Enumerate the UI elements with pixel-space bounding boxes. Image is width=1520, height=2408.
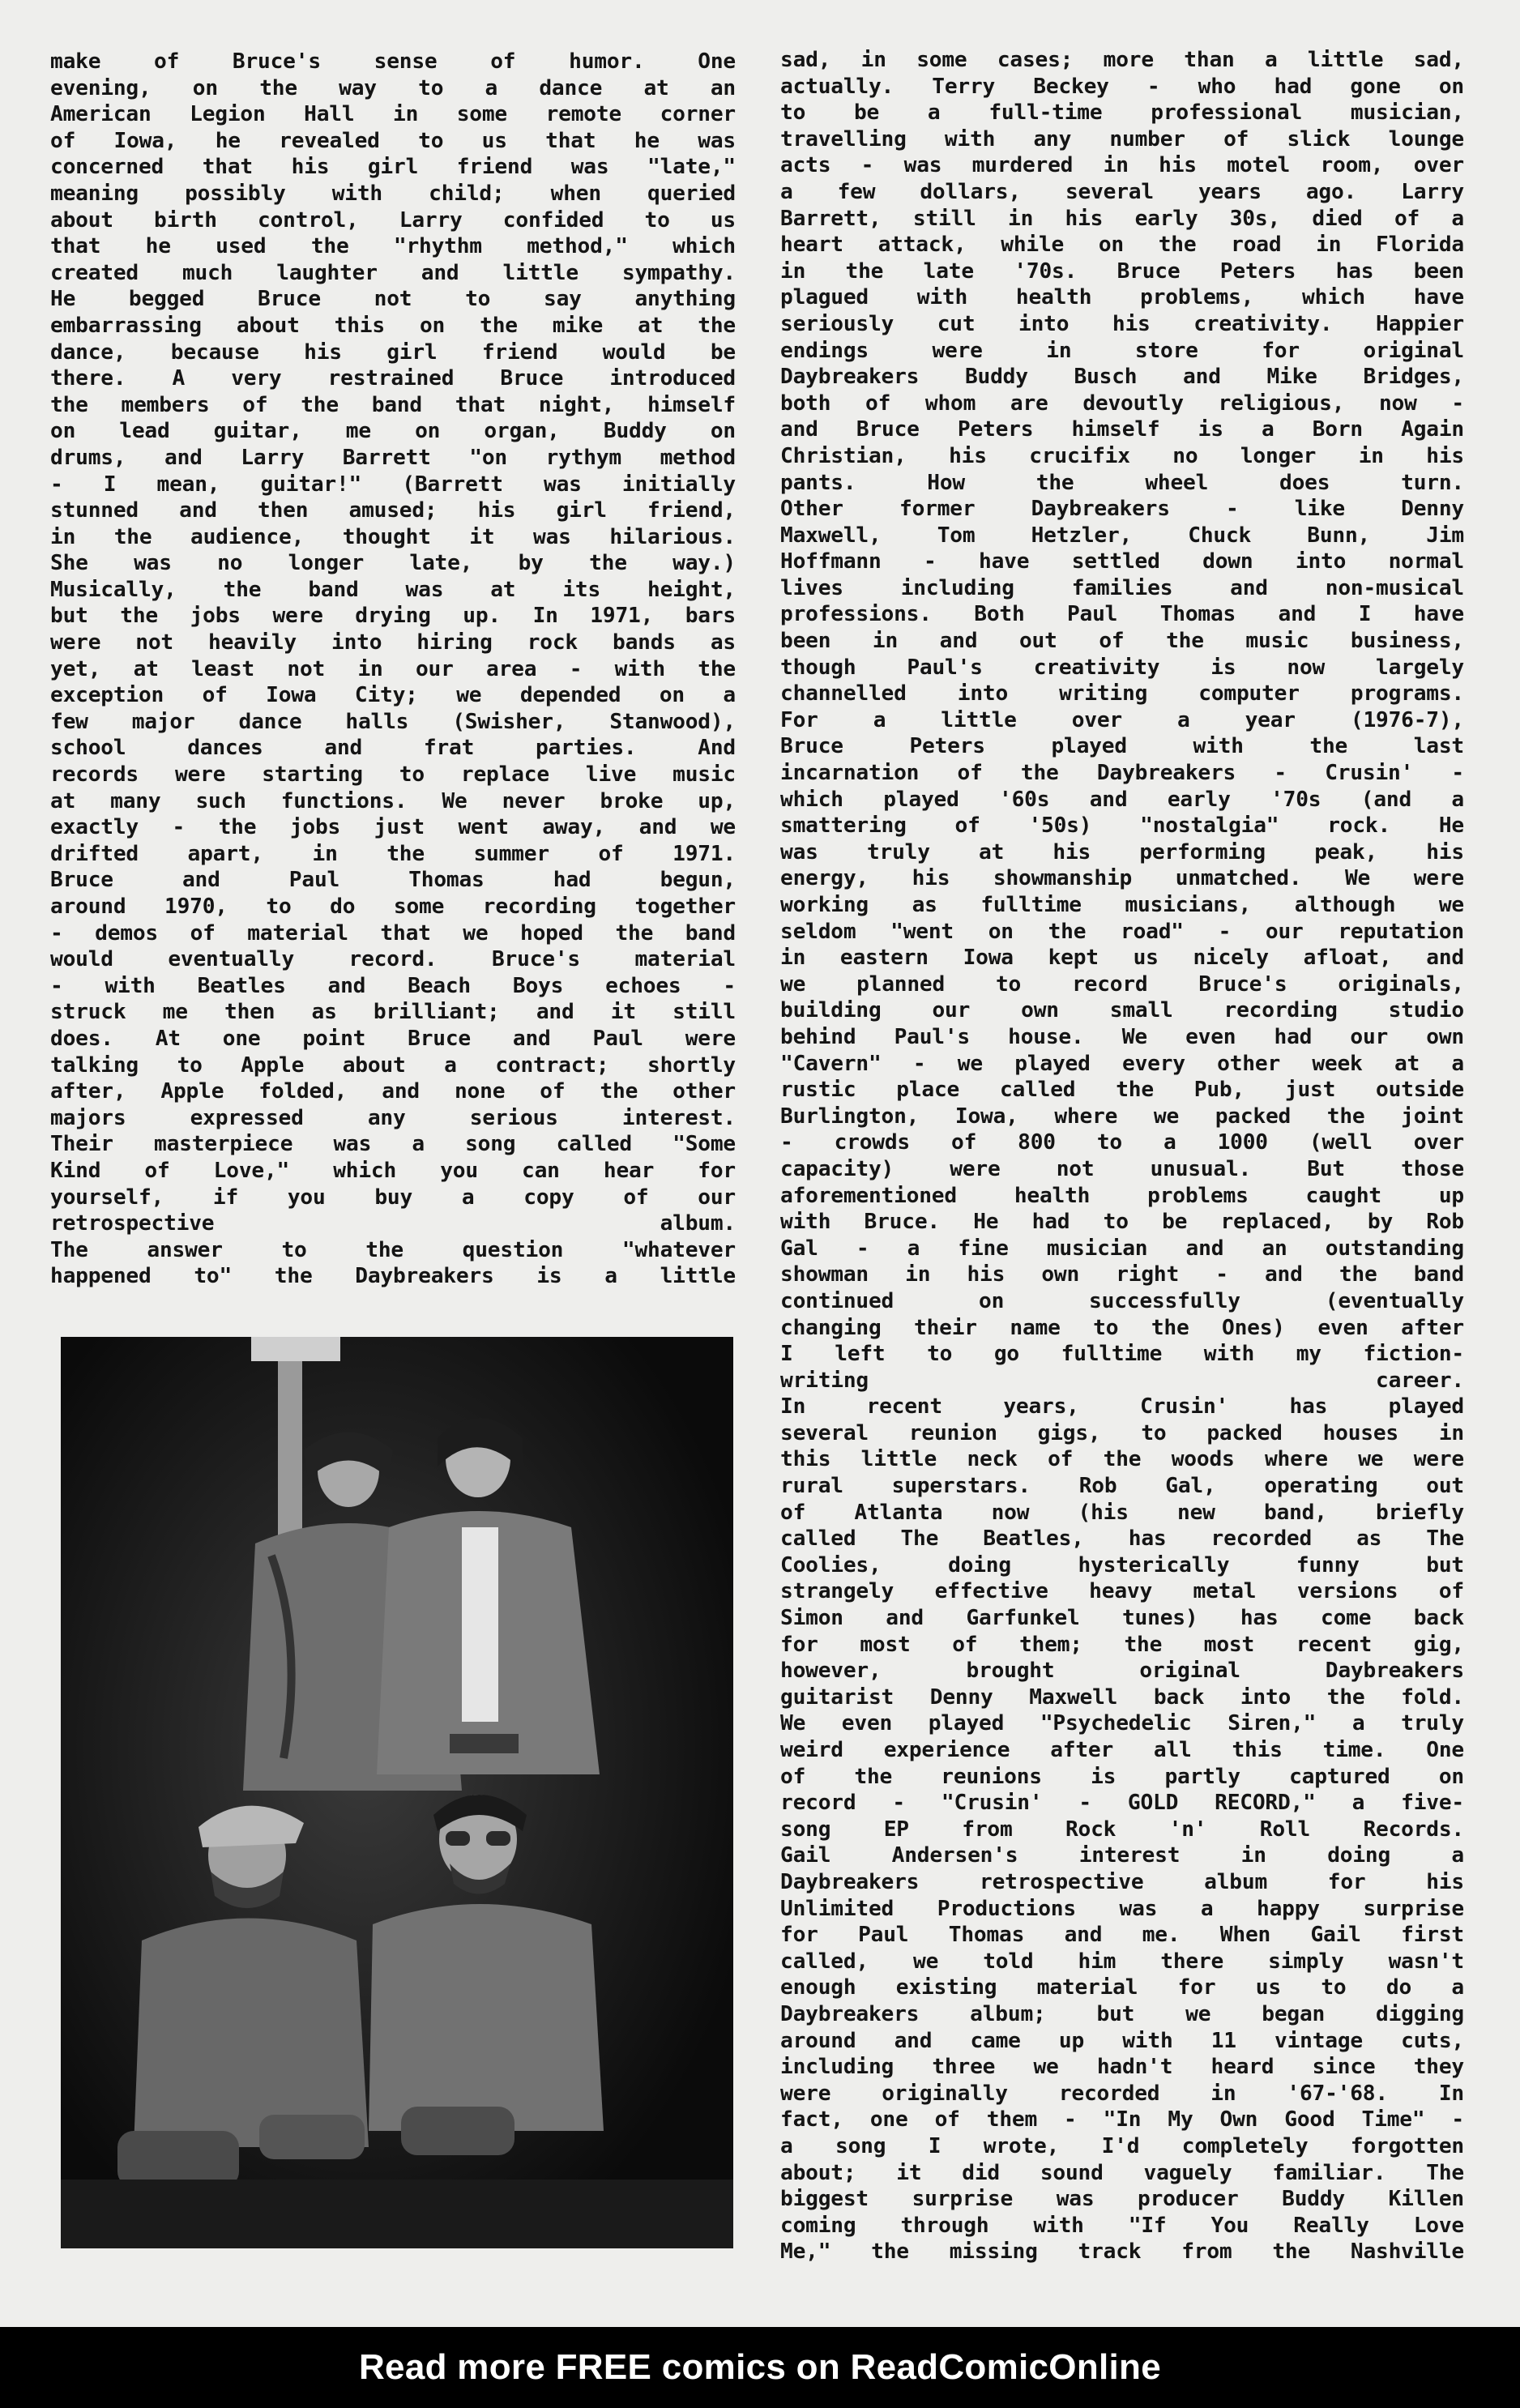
- text-line: fact, one of them - "In My Own Good Time" -: [780, 2107, 1464, 2133]
- text-line: pants. How the wheel does turn.: [780, 470, 1464, 495]
- text-line: of Iowa, he revealed to us that he was: [50, 128, 736, 153]
- text-line: incarnation of the Daybreakers - Crusin' -: [780, 761, 1464, 786]
- text-line: after, Apple folded, and none of the other: [50, 1079, 736, 1104]
- text-line: of Atlanta now (his new band, briefly: [780, 1500, 1464, 1525]
- text-line: plagued with health problems, which have: [780, 285, 1464, 310]
- text-line: Burlington, Iowa, where we packed the joint: [780, 1104, 1464, 1129]
- text-line: evening, on the way to a dance at an: [50, 75, 736, 100]
- text-line: created much laughter and little sympathy.: [50, 260, 736, 285]
- text-line: working as fulltime musicians, although we: [780, 893, 1464, 917]
- text-line: Bruce and Paul Thomas had begun,: [50, 868, 736, 893]
- left-column-text: [50, 49, 736, 1290]
- text-line: talking to Apple about a contract; shortly: [50, 1052, 736, 1078]
- text-line: drifted apart, in the summer of 1971.: [50, 841, 736, 866]
- text-line: stunned and then amused; his girl friend,: [50, 498, 736, 523]
- text-line: continued on successfully (eventually: [780, 1288, 1464, 1313]
- text-line: for most of them; the most recent gig,: [780, 1632, 1464, 1657]
- text-line: seriously cut into his creativity. Happier: [780, 311, 1464, 336]
- text-line: though Paul's creativity is now largely: [780, 655, 1464, 680]
- text-line: behind Paul's house. We even had our own: [780, 1024, 1464, 1049]
- text-line: aforementioned health problems caught up: [780, 1183, 1464, 1208]
- text-line: struck me then as brilliant; and it still: [50, 1000, 736, 1025]
- right-text-column: [780, 47, 1464, 2265]
- text-line: changing their name to the Ones) even after: [780, 1315, 1464, 1340]
- text-line: that he used the "rhythm method," which: [50, 234, 736, 259]
- text-line: building our own small recording studio: [780, 998, 1464, 1023]
- text-line: in the late '70s. Bruce Peters has been: [780, 258, 1464, 284]
- text-line: was truly at his performing peak, his: [780, 839, 1464, 865]
- text-line: Christian, his crucifix no longer in his: [780, 443, 1464, 468]
- text-line: seldom "went on the road" - our reputation: [780, 919, 1464, 944]
- left-text-column: [50, 49, 736, 1290]
- text-line: about birth control, Larry confided to us: [50, 207, 736, 233]
- text-line: several reunion gigs, to packed houses in: [780, 1420, 1464, 1445]
- text-line: does. At one point Bruce and Paul were: [50, 1026, 736, 1051]
- text-line: this little neck of the woods where we were: [780, 1447, 1464, 1472]
- text-line: Daybreakers album; but we began digging: [780, 2001, 1464, 2026]
- text-line: weird experience after all this time. One: [780, 1738, 1464, 1762]
- text-line: both of whom are devoutly religious, now -: [780, 391, 1464, 416]
- text-line: with Bruce. He had to be replaced, by Rob: [780, 1210, 1464, 1235]
- text-line: Barrett, still in his early 30s, died of a: [780, 206, 1464, 231]
- text-line: were originally recorded in '67-'68. In: [780, 2081, 1464, 2106]
- text-line: strangely effective heavy metal versions of: [780, 1579, 1464, 1604]
- text-line: majors expressed any serious interest.: [50, 1105, 736, 1130]
- text-line: guitarist Denny Maxwell back into the fold.: [780, 1684, 1464, 1710]
- text-line: Gal - a fine musician and an outstanding: [780, 1236, 1464, 1261]
- text-line: showman in his own right - and the band: [780, 1262, 1464, 1287]
- text-line: concerned that his girl friend was "late,": [50, 155, 736, 180]
- text-line: lives including families and non-musical: [780, 575, 1464, 600]
- text-line: meaning possibly with child; when queried: [50, 181, 736, 206]
- text-line: at many such functions. We never broke up,: [50, 788, 736, 813]
- text-line: happened to" the Daybreakers is a little: [50, 1264, 736, 1289]
- text-line: capacity) were not unusual. But those: [780, 1156, 1464, 1181]
- text-line: around 1970, to do some recording together: [50, 894, 736, 919]
- text-line: on lead guitar, me on organ, Buddy on: [50, 419, 736, 444]
- text-line: Their masterpiece was a song called "Some: [50, 1132, 736, 1157]
- text-line: which played '60s and early '70s (and a: [780, 787, 1464, 812]
- text-line: sad, in some cases; more than a little sad,: [780, 48, 1464, 72]
- text-line: but the jobs were drying up. In 1971, bars: [50, 604, 736, 629]
- text-line: Unlimited Productions was a happy surprise: [780, 1896, 1464, 1921]
- text-line: exactly - the jobs just went away, and we: [50, 815, 736, 840]
- text-line: record - "Crusin' - GOLD RECORD," a five-: [780, 1791, 1464, 1816]
- text-line: smattering of '50s) "nostalgia" rock. He: [780, 813, 1464, 839]
- text-line: called The Beatles, has recorded as The: [780, 1526, 1464, 1552]
- text-line: She was no longer late, by the way.): [50, 551, 736, 576]
- text-line: endings were in store for original: [780, 338, 1464, 363]
- text-line: however, brought original Daybreakers: [780, 1659, 1464, 1684]
- text-line: American Legion Hall in some remote corner: [50, 102, 736, 127]
- text-line: For a little over a year (1976-7),: [780, 707, 1464, 732]
- text-line: The answer to the question "whatever: [50, 1237, 736, 1262]
- text-line: Daybreakers retrospective album for his: [780, 1869, 1464, 1894]
- text-line: a song I wrote, I'd completely forgotten: [780, 2133, 1464, 2158]
- text-line: Bruce Peters played with the last: [780, 734, 1464, 759]
- text-line: were not heavily into hiring rock bands as: [50, 630, 736, 655]
- text-line: for Paul Thomas and me. When Gail first: [780, 1923, 1464, 1948]
- text-line: writing career.: [780, 1368, 1464, 1393]
- text-line: there. A very restrained Bruce introduced: [50, 366, 736, 391]
- text-line: He begged Bruce not to say anything: [50, 287, 736, 312]
- text-line: rustic place called the Pub, just outside: [780, 1078, 1464, 1103]
- text-line: coming through with "If You Really Love: [780, 2213, 1464, 2238]
- text-line: Hoffmann - have settled down into normal: [780, 549, 1464, 574]
- text-line: about; it did sound vaguely familiar. The: [780, 2160, 1464, 2185]
- text-line: in the audience, thought it was hilarious.: [50, 524, 736, 549]
- text-line: - with Beatles and Beach Boys echoes -: [50, 973, 736, 998]
- text-line: Simon and Garfunkel tunes) has come back: [780, 1606, 1464, 1631]
- text-line: Kind of Love," which you can hear for: [50, 1158, 736, 1183]
- text-line: retrospective album.: [50, 1211, 736, 1236]
- text-line: Other former Daybreakers - like Denny: [780, 497, 1464, 522]
- right-column-text: [780, 47, 1464, 2265]
- text-line: called, we told him there simply wasn't: [780, 1949, 1464, 1974]
- text-line: school dances and frat parties. And: [50, 736, 736, 761]
- text-line: few major dance halls (Swisher, Stanwood),: [50, 709, 736, 734]
- text-line: make of Bruce's sense of humor. One: [50, 49, 736, 74]
- text-line: yourself, if you buy a copy of our: [50, 1185, 736, 1210]
- text-line: would eventually record. Bruce's material: [50, 947, 736, 972]
- text-line: rural superstars. Rob Gal, operating out: [780, 1474, 1464, 1499]
- text-line: song EP from Rock 'n' Roll Records.: [780, 1817, 1464, 1842]
- text-line: travelling with any number of slick lounge: [780, 126, 1464, 152]
- text-line: Coolies, doing hysterically funny but: [780, 1552, 1464, 1578]
- band-photo-image: [61, 1337, 733, 2248]
- text-line: drums, and Larry Barrett "on rythym method: [50, 445, 736, 470]
- text-line: and Bruce Peters himself is a Born Again: [780, 417, 1464, 442]
- text-line: biggest surprise was producer Buddy Killen: [780, 2187, 1464, 2212]
- text-line: a few dollars, several years ago. Larry: [780, 179, 1464, 204]
- text-line: I left to go fulltime with my fiction-: [780, 1342, 1464, 1367]
- text-line: Daybreakers Buddy Busch and Mike Bridges,: [780, 365, 1464, 390]
- text-line: We even played "Psychedelic Siren," a truly: [780, 1711, 1464, 1736]
- text-line: records were starting to replace live music: [50, 762, 736, 788]
- text-line: enough existing material for us to do a: [780, 1975, 1464, 2000]
- text-line: acts - was murdered in his motel room, over: [780, 153, 1464, 178]
- text-line: "Cavern" - we played every other week at a: [780, 1051, 1464, 1076]
- text-line: Musically, the band was at its height,: [50, 577, 736, 602]
- text-line: including three we hadn't heard since they: [780, 2055, 1464, 2080]
- footer-link-text[interactable]: Read more FREE comics on ReadComicOnline: [358, 2347, 1161, 2387]
- text-line: around and came up with 11 vintage cuts,: [780, 2028, 1464, 2053]
- text-line: exception of Iowa City; we depended on a: [50, 683, 736, 708]
- text-line: professions. Both Paul Thomas and I have: [780, 602, 1464, 627]
- text-line: we planned to record Bruce's originals,: [780, 971, 1464, 997]
- text-line: of the reunions is partly captured on: [780, 1764, 1464, 1789]
- text-line: Me," the missing track from the Nashville: [780, 2239, 1464, 2265]
- text-line: - I mean, guitar!" (Barrett was initially: [50, 472, 736, 497]
- footer-banner[interactable]: [0, 2327, 1520, 2408]
- text-line: channelled into writing computer programs.: [780, 681, 1464, 707]
- text-line: Gail Andersen's interest in doing a: [780, 1843, 1464, 1868]
- text-line: embarrassing about this on the mike at the: [50, 313, 736, 338]
- text-line: heart attack, while on the road in Florida: [780, 233, 1464, 258]
- text-line: - crowds of 800 to a 1000 (well over: [780, 1130, 1464, 1155]
- text-line: - demos of material that we hoped the band: [50, 920, 736, 946]
- band-photo: [61, 1337, 733, 2248]
- text-line: to be a full-time professional musician,: [780, 100, 1464, 126]
- text-line: the members of the band that night, himself: [50, 392, 736, 417]
- text-line: dance, because his girl friend would be: [50, 339, 736, 365]
- text-line: In recent years, Crusin' has played: [780, 1394, 1464, 1420]
- text-line: actually. Terry Beckey - who had gone on: [780, 74, 1464, 99]
- text-line: in eastern Iowa kept us nicely afloat, and: [780, 946, 1464, 971]
- text-line: energy, his showmanship unmatched. We were: [780, 866, 1464, 891]
- text-line: yet, at least not in our area - with the: [50, 656, 736, 681]
- text-line: been in and out of the music business,: [780, 629, 1464, 654]
- text-line: Maxwell, Tom Hetzler, Chuck Bunn, Jim: [780, 523, 1464, 548]
